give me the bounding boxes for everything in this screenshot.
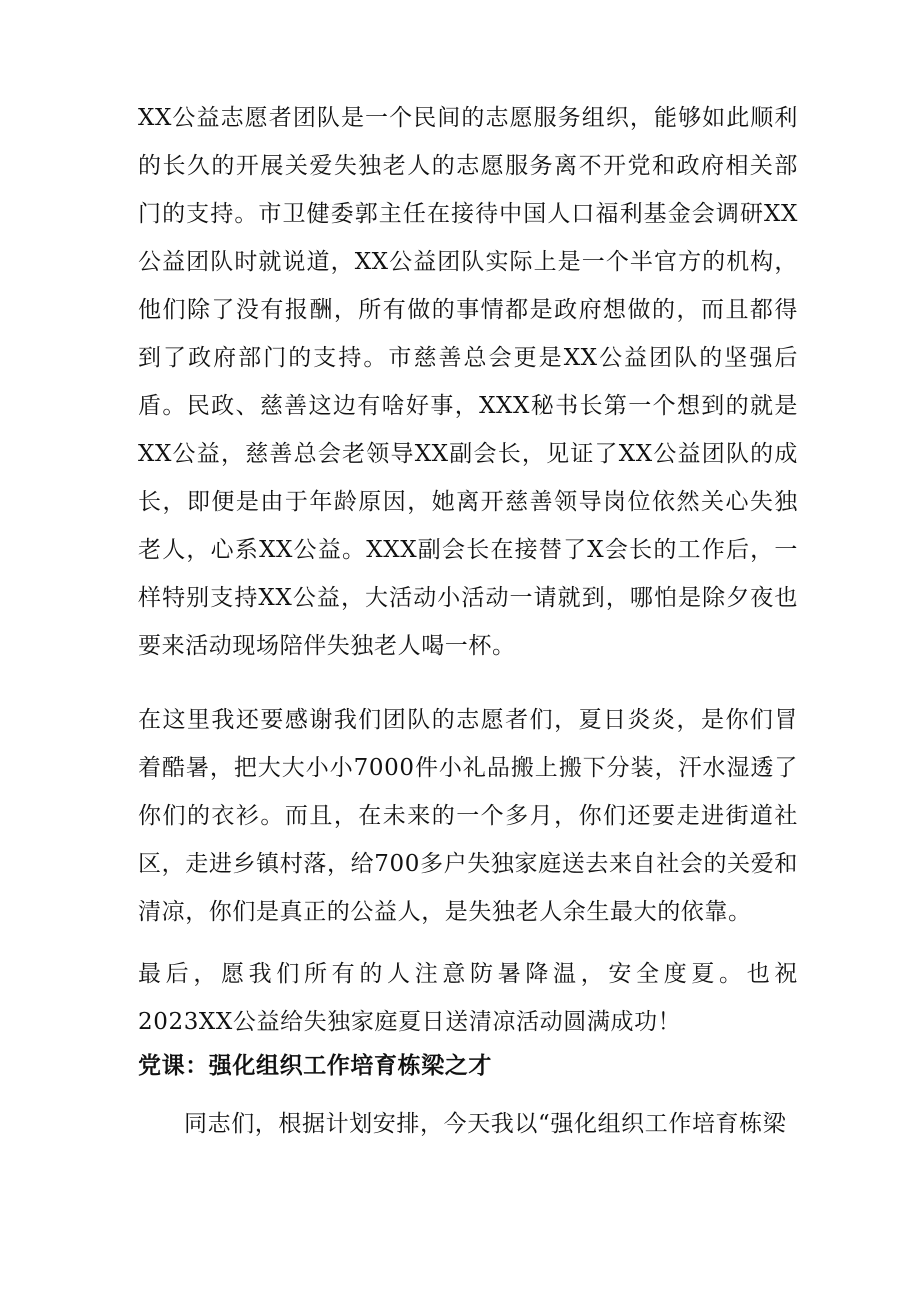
paragraph-support-acknowledgement: XX公益志愿者团队是一个民间的志愿服务组织，能够如此顺利的长久的开展关爱失独老人的志愿服务离不开党和政府相关部门的支持。市卫健委郭主任在接待中国人口福利基金会调研XX公益团队时就说道，XX公益团队实际上是一个半官方的机构，他们除了没有报酬，所有做的事情都是政府想做的，而且都得到了政府部门的支持。市慈善总会更是XX公益团队的坚强后盾。民政、慈善这边有啥好事，XXX秘书长第一个想到的就是XX公益，慈善总会老领导XX副会长，见证了XX公益团队的成长，即便是由于年龄原因，她离开慈善领导岗位依然关心失独老人，心系XX公益。XXX副会长在接替了X会长的工作后，一样特别支持XX公益，大活动小活动一请就到，哪怕是除夕夜也要来活动现场陪伴失独老人喝一杯。: [138, 105, 798, 659]
paragraph-party-lesson-intro: 同志们，根据计划安排，今天我以“强化组织工作培育栋梁: [184, 1111, 787, 1137]
paragraph-volunteer-thanks: 在这里我还要感谢我们团队的志愿者们，夏日炎炎，是你们冒着酷暑，把大大小小7000件小礼品搬上搬下分装，汗水湿透了你们的衣衫。而且，在未来的一个多月，你们还要走进街道社区，走进乡镇村落，给700多户失独家庭送去来自社会的关爱和清凉，你们是真正的公益人，是失独老人余生最大的依靠。: [138, 707, 798, 925]
section-heading: 党课：强化组织工作培育栋梁之才: [138, 1053, 492, 1079]
paragraph-closing-wishes: 最后，愿我们所有的人注意防暑降温，安全度夏。也祝2023XX公益给失独家庭夏日送清凉活动圆满成功！: [138, 961, 798, 1035]
